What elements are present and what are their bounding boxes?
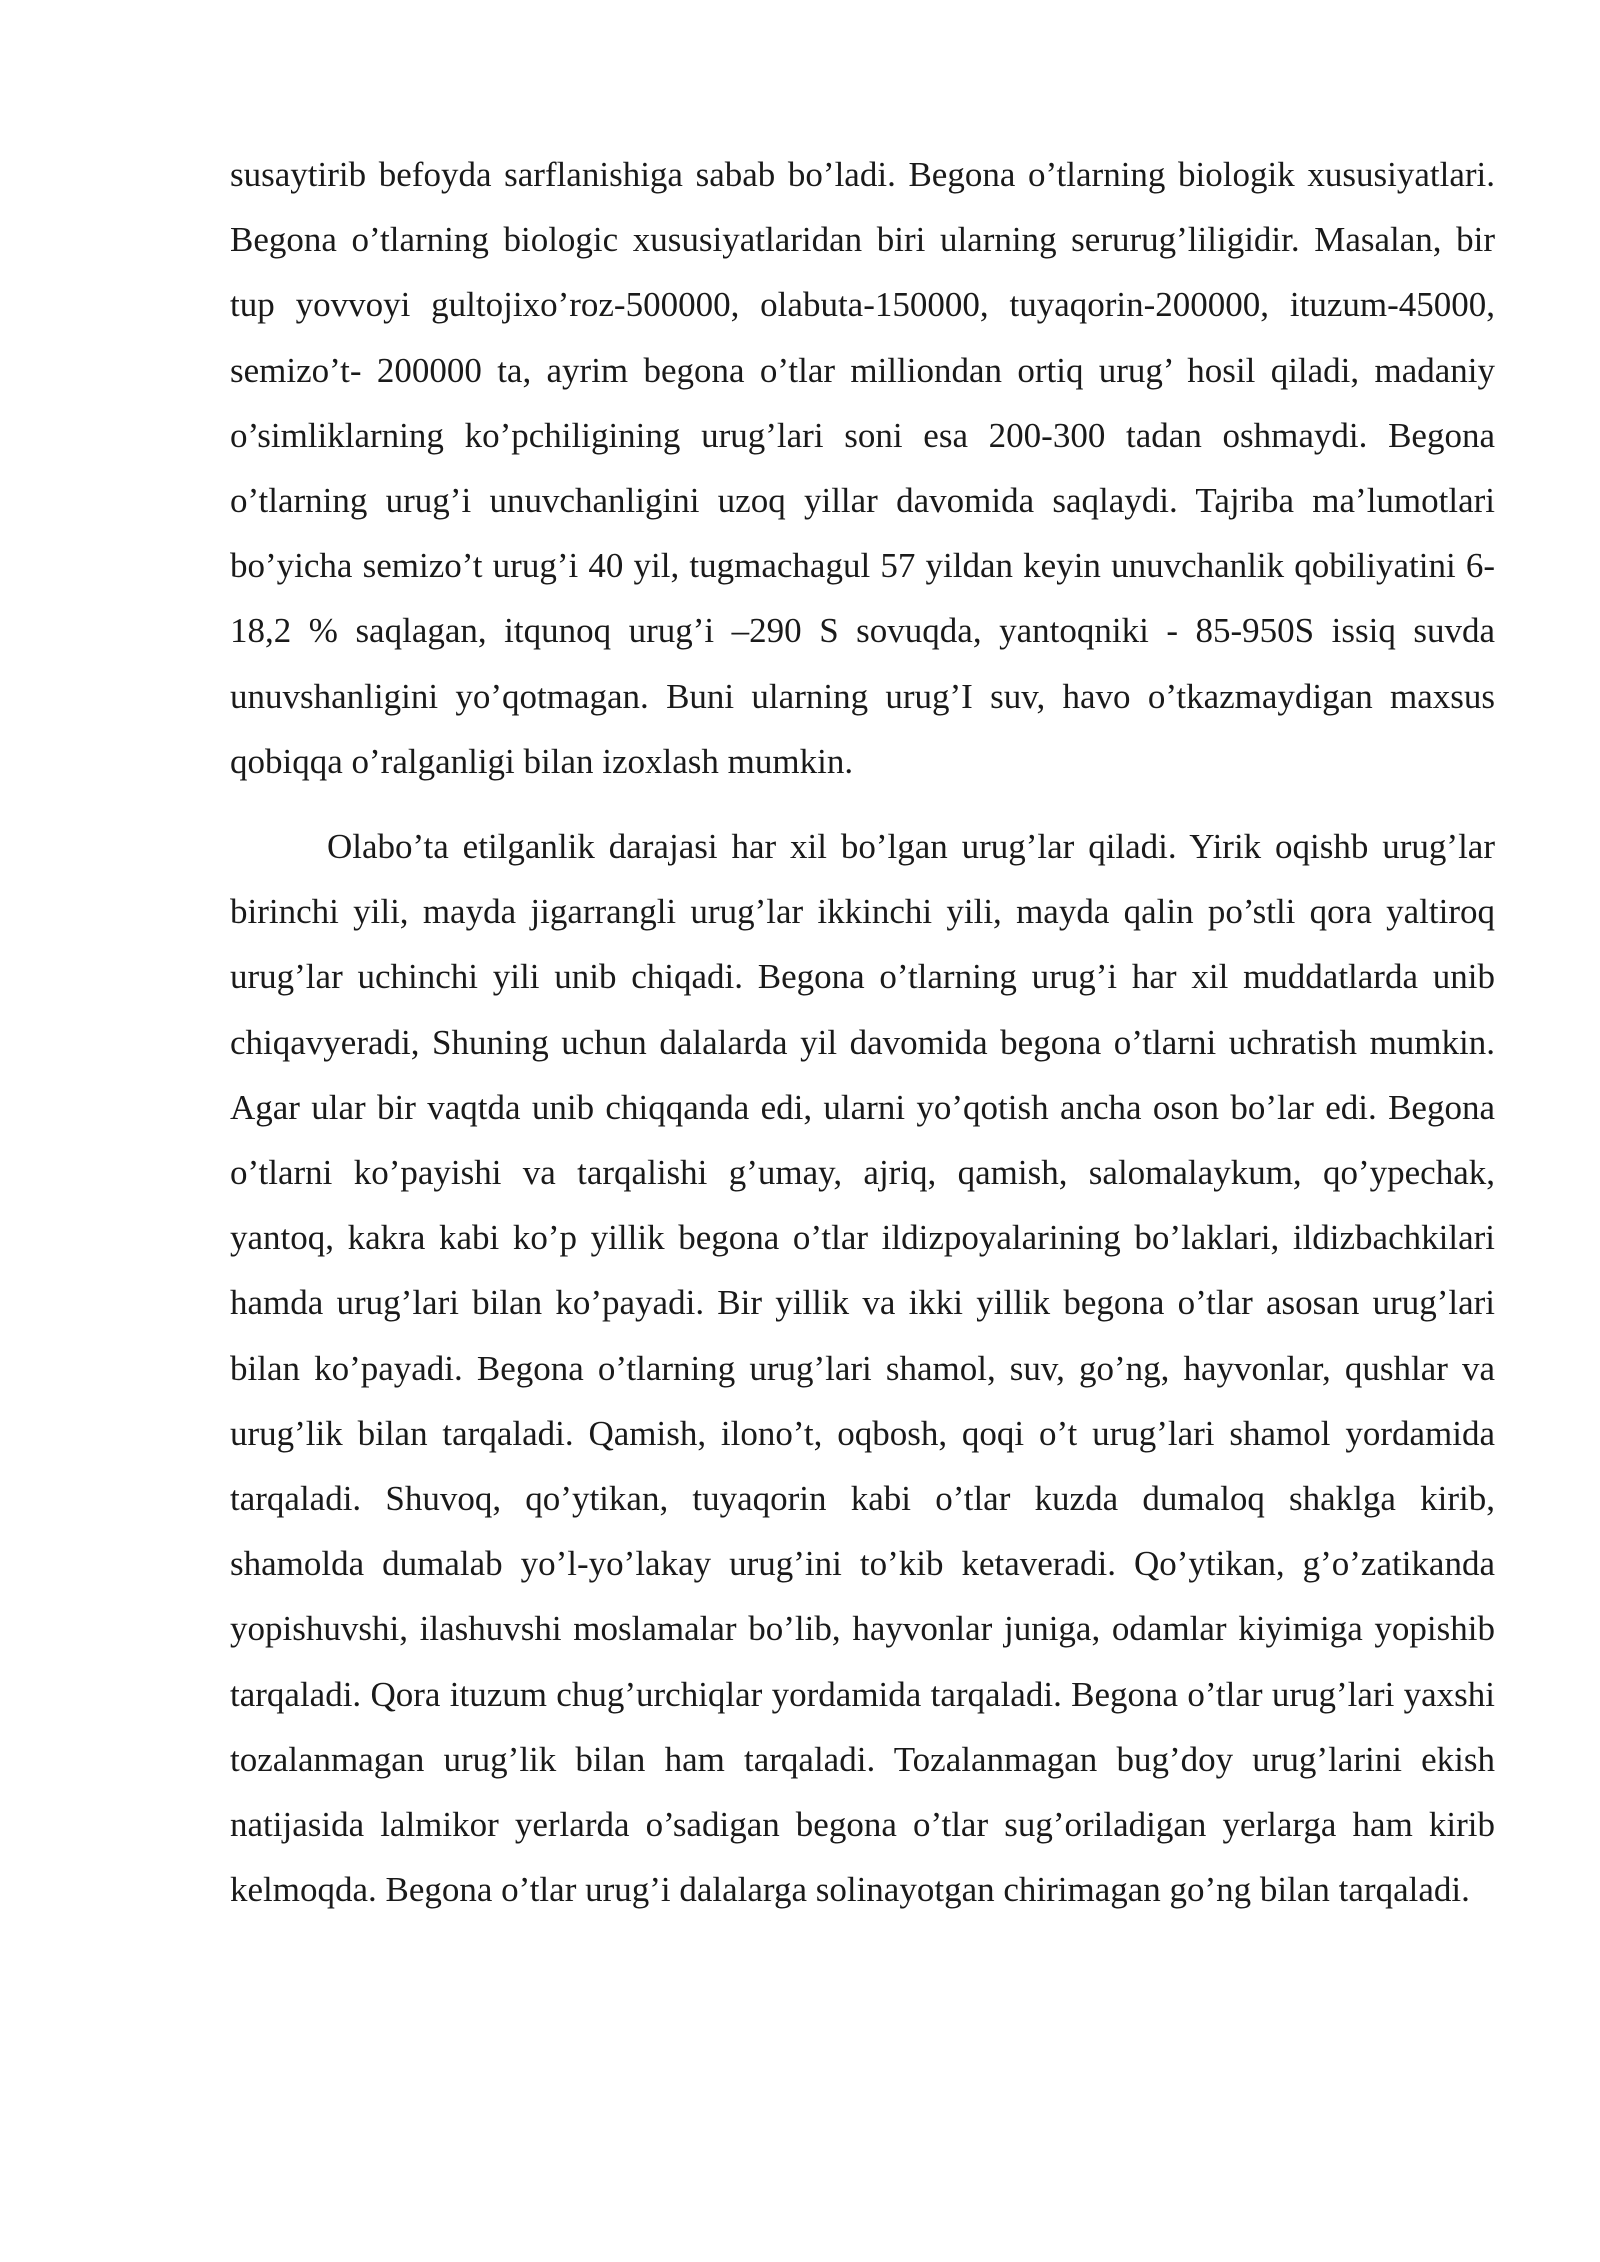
body-text <box>230 142 1495 1922</box>
paragraph-weed-biology: susaytirib befoyda sarflanishiga sabab bo’ladi. Begona o’tlarning biologik xususiyatlari. Begona o’tlarning biologic xususiyatlaridan biri ularning serurug’liligidir. Masalan, bir tup yovvoyi gultojixo’roz-500000, olabuta-150000, tuyaqorin-200000, ituzum-45000, semizo’t- 200000 ta, ayrim begona o’tlar milliondan ortiq urug’ hosil qiladi, madaniy o’simliklarning ko’pchiligining urug’lari soni esa 200-300 tadan oshmaydi. Begona o’tlarning urug’i unuvchanligini uzoq yillar davomida saqlaydi. Tajriba ma’lumotlari bo’yicha semizo’t urug’i 40 yil, tugmachagul 57 yildan keyin unuvchanlik qobiliyatini 6-18,2 % saqlagan, itqunoq urug’i –290 S sovuqda, yantoqniki - 85-950S issiq suvda unuvshanligini yo’qotmagan. Buni ularning urug’I suv, havo o’tkazmaydigan maxsus qobiqqa o’ralganligi bilan izoxlash mumkin. <box>230 155 1495 781</box>
paragraph-weed-seed-spread: Olabo’ta etilganlik darajasi har xil bo’lgan urug’lar qiladi. Yirik oqishb urug’lar birinchi yili, mayda jigarrangli urug’lar ikkinchi yili, mayda qalin po’stli qora yaltiroq urug’lar uchinchi yili unib chiqadi. Begona o’tlarning urug’i har xil muddatlarda unib chiqavyeradi, Shuning uchun dalalarda yil davomida begona o’tlarni uchratish mumkin. Agar ular bir vaqtda unib chiqqanda edi, ularni yo’qotish ancha oson bo’lar edi. Begona o’tlarni ko’payishi va tarqalishi g’umay, ajriq, qamish, salomalaykum, qo’ypechak, yantoq, kakra kabi ko’p yillik begona o’tlar ildizpoyalarining bo’laklari, ildizbachkilari hamda urug’lari bilan ko’payadi. Bir yillik va ikki yillik begona o’tlar asosan urug’lari bilan ko’payadi. Begona o’tlarning urug’lari shamol, suv, go’ng, hayvonlar, qushlar va urug’lik bilan tarqaladi. Qamish, ilono’t, oqbosh, qoqi o’t urug’lari shamol yordamida tarqaladi. Shuvoq, qo’ytikan, tuyaqorin kabi o’tlar kuzda dumaloq shaklga kirib, shamolda dumalab yo’l-yo’lakay urug’ini to’kib ketaveradi. Qo’ytikan, g’o’zatikanda yopishuvshi, ilashuvshi moslamalar bo’lib, hayvonlar juniga, odamlar kiyimiga yopishib tarqaladi. Qora ituzum chug’urchiqlar yordamida tarqaladi. Begona o’tlar urug’lari yaxshi tozalanmagan urug’lik bilan ham tarqaladi. Tozalanmagan bug’doy urug’larini ekish natijasida lalmikor yerlarda o’sadigan begona o’tlar sug’oriladigan yerlarga ham kirib kelmoqda. Begona o’tlar urug’i dalalarga solinayotgan chirimagan go’ng bilan tarqaladi. <box>230 827 1495 1910</box>
